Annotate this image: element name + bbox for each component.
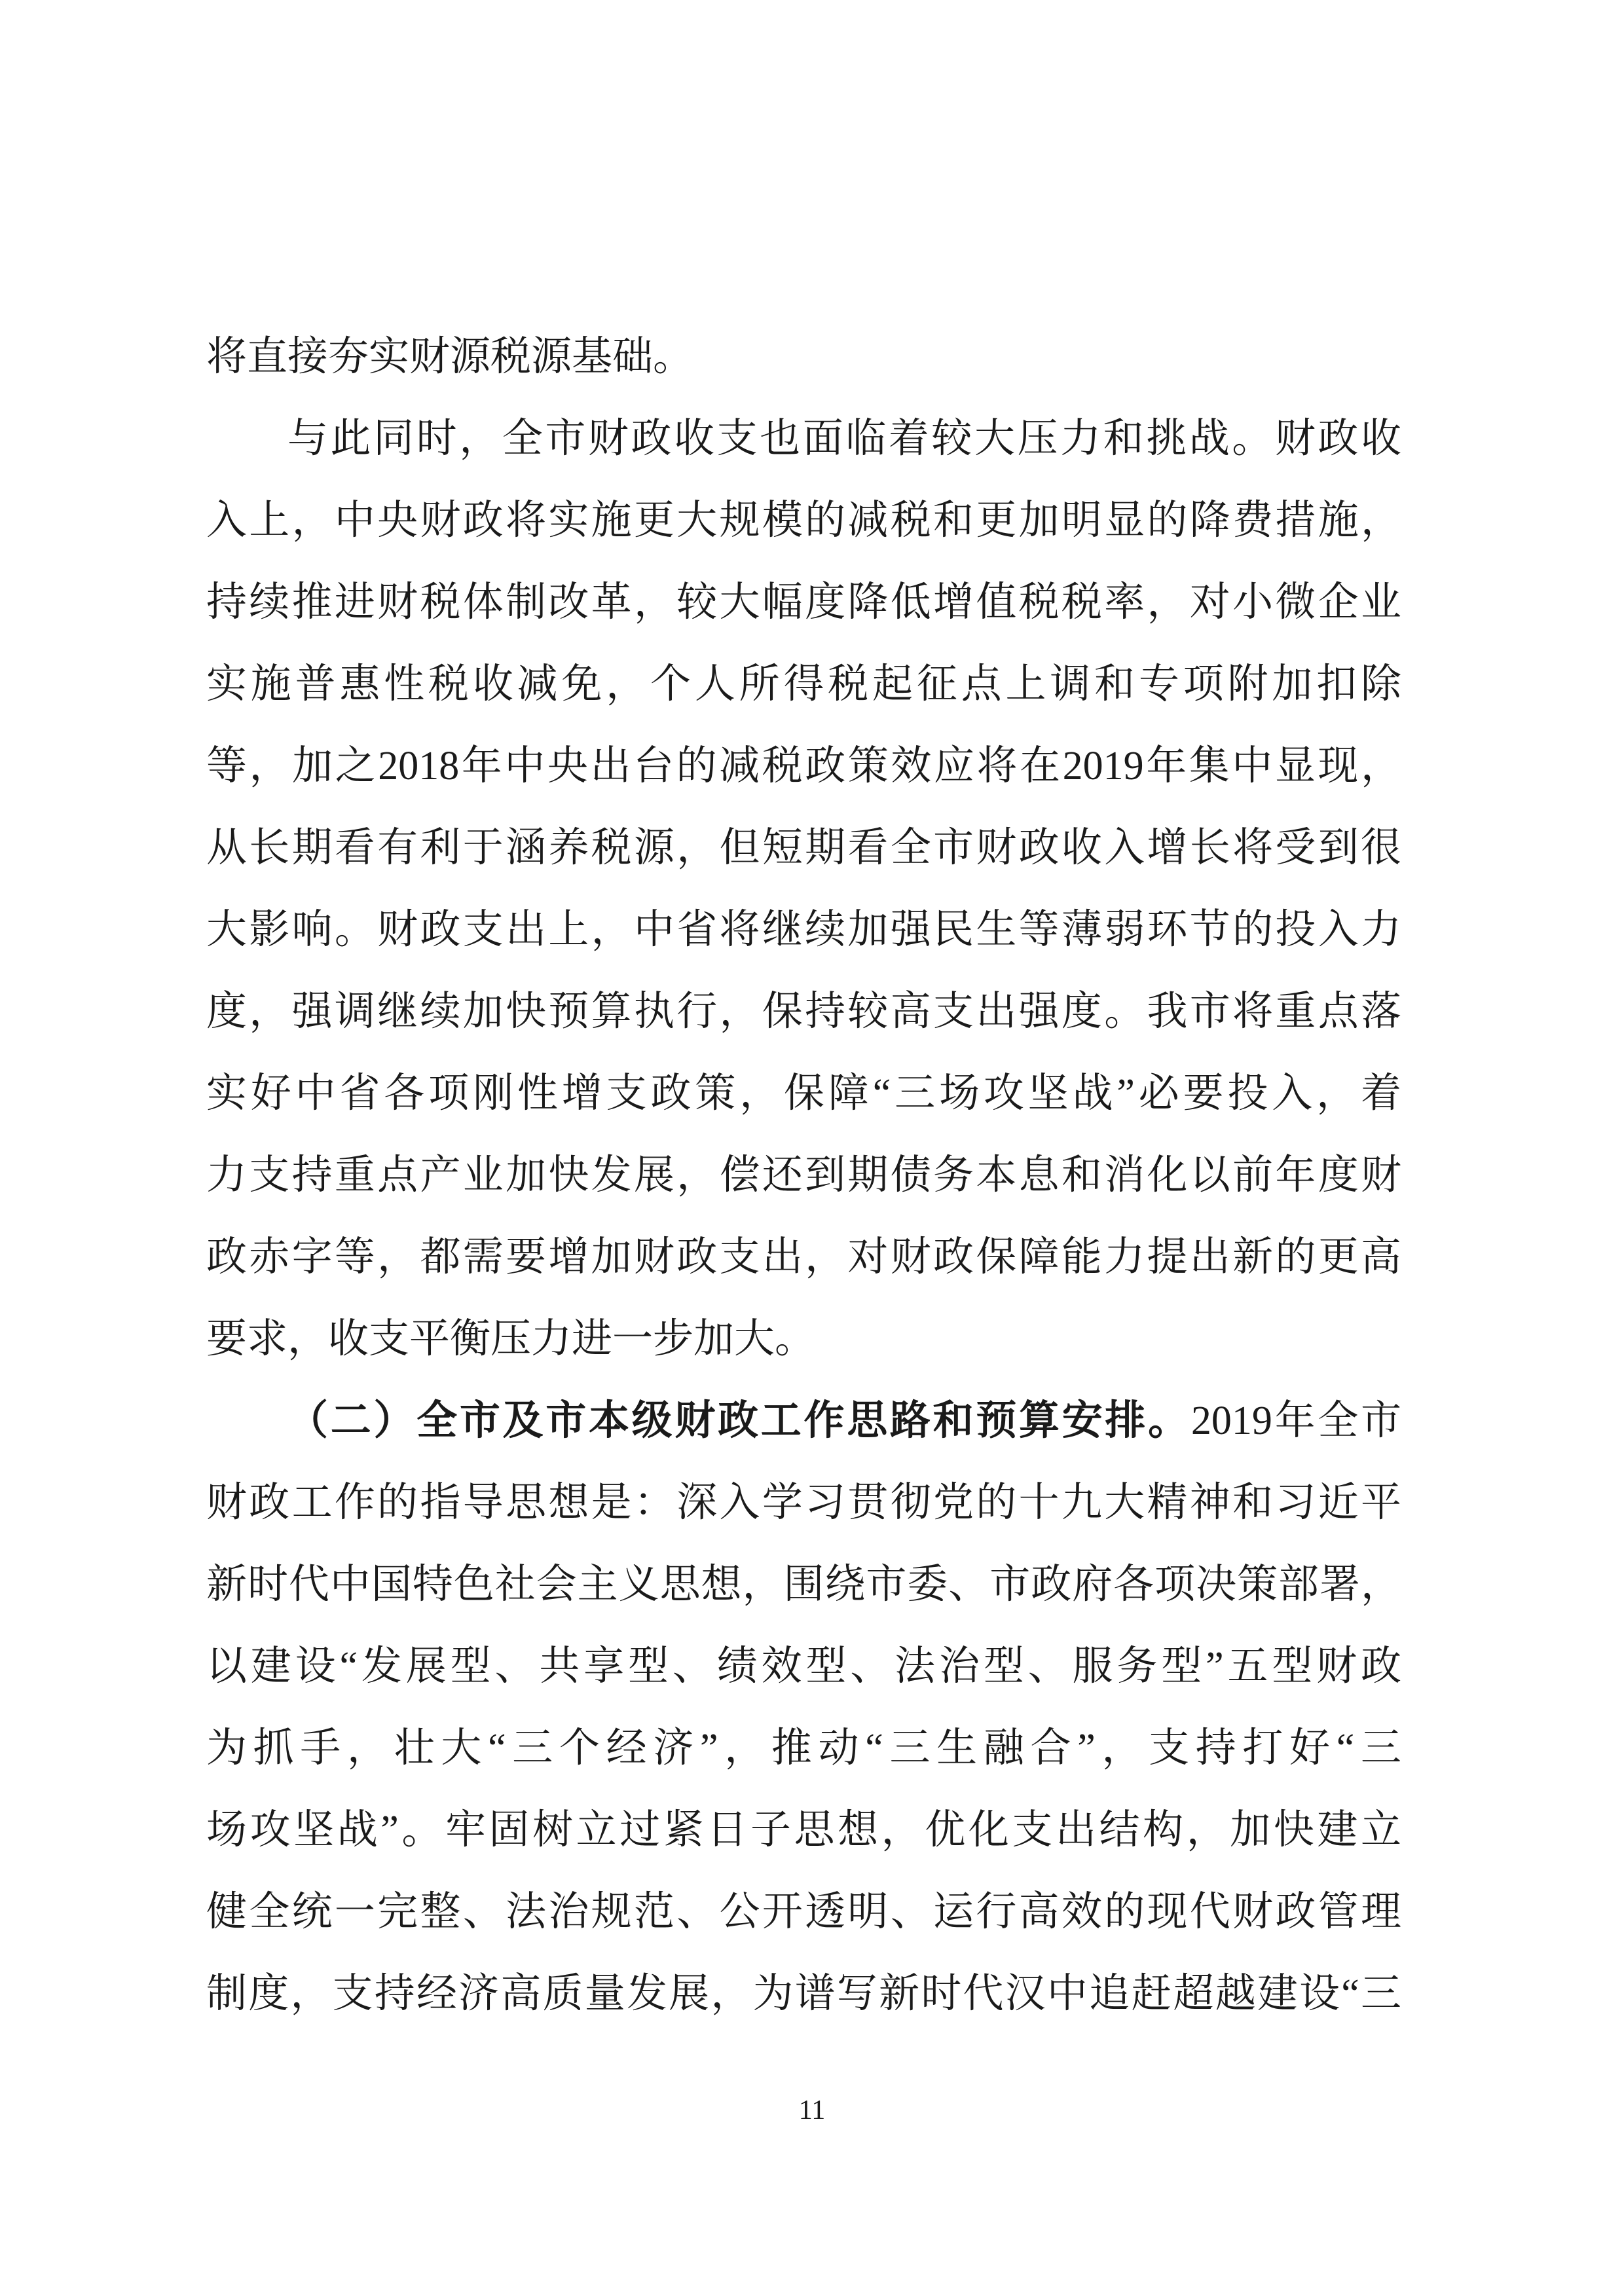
body-line-1: 将直接夯实财源税源基础。 — [206, 335, 694, 379]
body-line-18: 为抓手，壮大“三个经济”，推动“三生融合”，支持打好“三 — [206, 1726, 1401, 1771]
body-line-20: 健全统一完整、法治规范、公开透明、运行高效的现代财政管理 — [206, 1890, 1401, 1934]
body-line-11: 力支持重点产业加快发展，偿还到期债务本息和消化以前年度财 — [206, 1153, 1401, 1198]
body-line-16: 新时代中国特色社会主义思想，围绕市委、市政府各项决策部署， — [206, 1562, 1401, 1607]
body-line-13: 要求，收支平衡压力进一步加大。 — [206, 1317, 816, 1361]
body-line-4: 持续推进财税体制改革，较大幅度降低增值税税率，对小微企业 — [206, 580, 1401, 625]
body-line-12: 政赤字等，都需要增加财政支出，对财政保障能力提出新的更高 — [206, 1235, 1401, 1279]
page-number: 11 — [798, 2095, 826, 2125]
body-line-17: 以建设“发展型、共享型、绩效型、法治型、服务型”五型财政 — [206, 1644, 1401, 1689]
text-block — [206, 316, 1401, 2035]
body-line-9: 度，强调继续加快预算执行，保持较高支出强度。我市将重点落 — [206, 989, 1401, 1034]
section-heading-bold: （二）全市及市本级财政工作思路和预算安排。 — [287, 1399, 1191, 1443]
body-line-8: 大影响。财政支出上，中省将继续加强民生等薄弱环节的投入力 — [206, 908, 1401, 952]
body-line-3: 入上，中央财政将实施更大规模的减税和更加明显的降费措施， — [206, 498, 1401, 543]
body-line-2: 与此同时，全市财政收支也面临着较大压力和挑战。财政收 — [287, 416, 1401, 461]
body-line-19: 场攻坚战”。牢固树立过紧日子思想，优化支出结构，加快建立 — [206, 1808, 1401, 1852]
section-heading-trailing-text: 2019年全市 — [1190, 1399, 1401, 1443]
body-line-6: 等，加之2018年中央出台的减税政策效应将在2019年集中显现， — [206, 744, 1401, 788]
body-line-7: 从长期看有利于涵养税源，但短期看全市财政收入增长将受到很 — [206, 826, 1401, 870]
body-line-5: 实施普惠性税收减免，个人所得税起征点上调和专项附加扣除 — [206, 662, 1401, 707]
body-line-15: 财政工作的指导思想是：深入学习贯彻党的十九大精神和习近平 — [206, 1480, 1401, 1525]
body-line-10: 实好中省各项刚性增支政策，保障“三场攻坚战”必要投入，着 — [206, 1071, 1401, 1116]
section-heading-line — [206, 1380, 1401, 1462]
body-line-21: 制度，支持经济高质量发展，为谱写新时代汉中追赶超越建设“三 — [206, 1972, 1401, 2016]
